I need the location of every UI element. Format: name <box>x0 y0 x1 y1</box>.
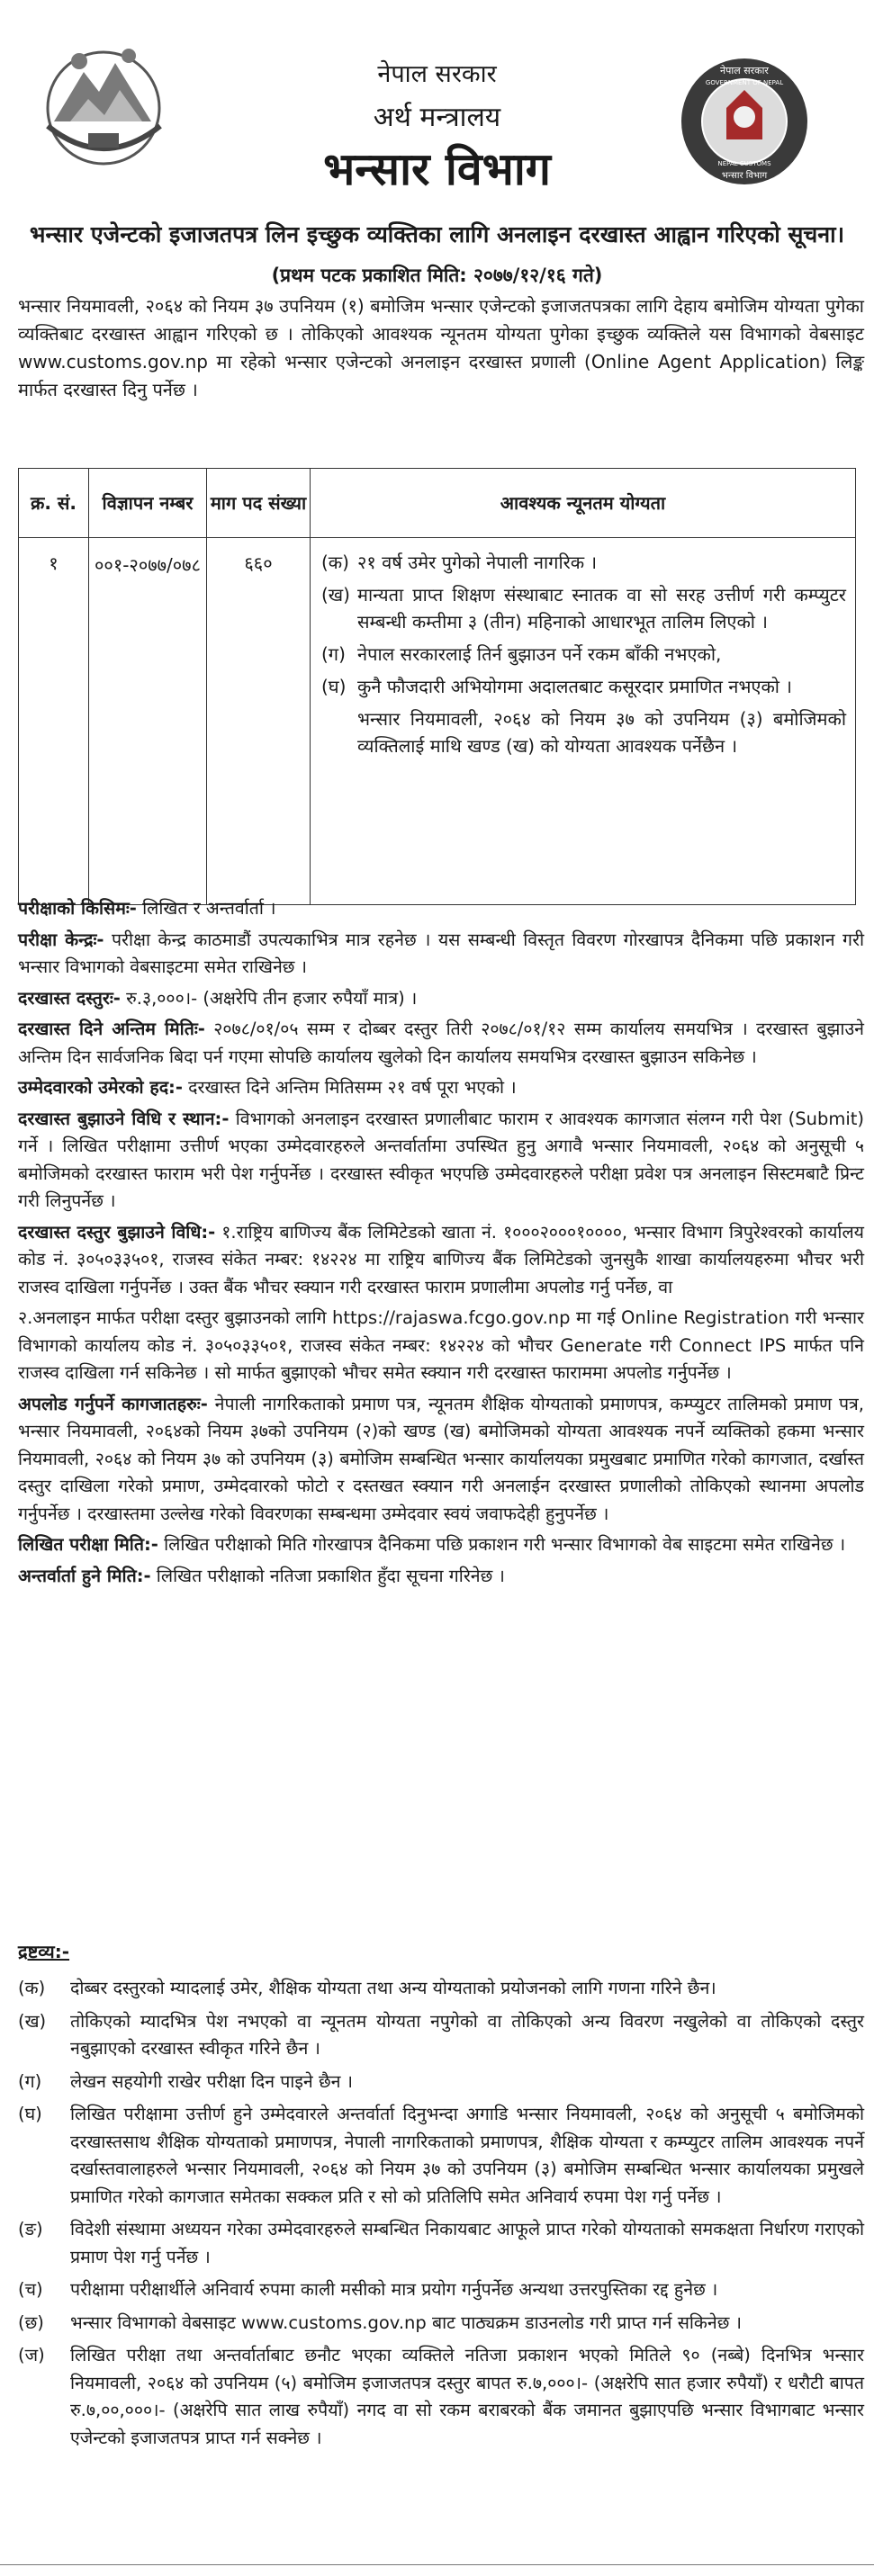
detail-text: रु.३,०००।- (अक्षरेपि तीन हजार रुपैयाँ मात्र) । <box>120 987 418 1009</box>
cell-qualifications <box>311 538 856 905</box>
qualification-text: नेपाल सरकारलाई तिर्न बुझाउन पर्ने रकम बाँकी नभएको, <box>357 643 722 665</box>
detail-label: लिखित परीक्षा मिति:- <box>18 1534 158 1555</box>
detail-exam-type <box>18 895 864 923</box>
logo-bottom-text: भन्सार विभाग <box>721 171 768 181</box>
department-title: भन्सार विभाग <box>323 143 551 195</box>
note-text: भन्सार विभागको वेबसाइट www.customs.gov.np बाट पाठ्यक्रम डाउनलोड गरी प्राप्त गर्न सकिनेछ । <box>70 2311 742 2333</box>
logo-top-text: नेपाल सरकार <box>720 65 769 76</box>
detail-age-limit <box>18 1074 864 1102</box>
header-posts: माग पद संख्या <box>207 469 311 538</box>
detail-text: लिखित परीक्षाको मिति गोरखापत्र दैनिकमा पछि प्रकाशन गरी भन्सार विभागको वेब साइटमा समेत राखिनेछ । <box>158 1534 846 1555</box>
detail-label: उम्मेदवारको उमेरको हद:- <box>18 1077 183 1098</box>
detail-payment-online <box>18 1305 864 1387</box>
qualification-text: मान्यता प्राप्त शिक्षण संस्थाबाट स्नातक वा सो सरह उत्तीर्ण गरी कम्प्युटर सम्बन्धी कम्तीमा ३ (तीन) महिनाको आधारभूत तालिम लिएको । <box>357 584 846 633</box>
list-item <box>18 2101 864 2211</box>
qualification-table <box>18 468 856 905</box>
detail-label: दरखास्त बुझाउने विधि र स्थान:- <box>18 1108 230 1129</box>
detail-submission <box>18 1106 864 1216</box>
qualification-key: (घ) <box>321 676 347 697</box>
note-key: (ङ) <box>18 2219 43 2239</box>
qualification-text: २१ वर्ष उमेर पुगेको नेपाली नागरिक । <box>357 552 598 573</box>
logo-en2-text: NEPAL CUSTOMS <box>717 160 771 167</box>
detail-fee <box>18 985 864 1013</box>
logo-en1-text: GOVERNMENT OF NEPAL <box>705 79 784 86</box>
detail-label: परीक्षाको किसिमः- <box>18 898 137 919</box>
detail-label: अन्तर्वार्ता हुने मिति:- <box>18 1565 151 1586</box>
note-key: (ज) <box>18 2345 45 2365</box>
header-sn: क्र. सं. <box>19 469 89 538</box>
bottom-divider <box>0 2564 874 2565</box>
detail-text: विभागको अनलाइन दरखास्त प्रणालीबाट फाराम र आवश्यक कागजात संलग्न गरी पेश (Submit) गर्ने । लिखित परीक्षामा उत्तीर्ण भएका उम्मेदवारहरुले अन्तर्वार्तामा उपस्थित हुनु अगावै भन्सार नियमावली, २०६४ को अनुसूची ५ बमोजिमको दरखास्त फाराम भरी पेश गर्नुपर्नेछ । दरखास्त स्वीकृत भएपछि उम्मेदवारहरुले परीक्षा प्रवेश पत्र अनलाइन सिस्टमबाटै प्रिन्ट गरी लिनुपर्नेछ । <box>18 1108 864 1211</box>
notes-heading: द्रष्टव्य:- <box>18 1941 70 1962</box>
list-item <box>18 2342 864 2452</box>
detail-text: परीक्षा केन्द्र काठमाडौं उपत्यकाभित्र मात्र रहनेछ । यस सम्बन्धी विस्तृत विवरण गोरखापत्र दैनिकमा पछि प्रकाशन गरी भन्सार विभागको वेबसाइटमा समेत राखिनेछ । <box>18 929 864 977</box>
cell-sn: १ <box>19 538 89 905</box>
qualification-item <box>321 549 846 576</box>
cell-posts: ६६० <box>207 538 311 905</box>
list-item <box>18 2310 864 2338</box>
note-text: परीक्षामा परीक्षार्थीले अनिवार्य रुपमा काली मसीको मात्र प्रयोग गर्नुपर्नेछ अन्यथा उत्तरपुस्तिका रद्द हुनेछ । <box>70 2279 718 2300</box>
qualification-text: कुनै फौजदारी अभियोगमा अदालतबाट कसूरदार प्रमाणित नभएको । <box>357 676 792 697</box>
detail-text: लिखित परीक्षाको नतिजा प्रकाशित हुँदा सूचना गरिनेछ । <box>150 1565 505 1586</box>
qualification-item <box>321 673 846 700</box>
detail-label: अपलोड गर्नुपर्ने कागजातहरुः- <box>18 1393 208 1414</box>
detail-text: १.राष्ट्रिय बाणिज्य बैंक लिमिटेडको खाता नं. १०००२०००१००००, भन्सार विभाग त्रिपुरेश्वरको कार्यालय कोड नं. ३०५०३३५०१, राजस्व संकेत नम्बर: १४२२४ मा राष्ट्रिय बाणिज्य बैंक लिमिटेडको जुनसुकै शाखा कार्यालयहरुमा भौचर भरी राजस्व दाखिला गर्नुपर्नेछ । उक्त बैंक भौचर स्क्यान गरी दरखास्त फाराम प्रणालीमा अपलोड गर्नु पर्नेछ, वा <box>18 1221 864 1297</box>
qualification-key: (क) <box>321 552 349 573</box>
detail-payment-method <box>18 1219 864 1302</box>
detail-label: दरखास्त दस्तुर बुझाउने विधि:- <box>18 1221 216 1243</box>
header-qualification: आवश्यक न्यूनतम योग्यता <box>311 469 856 538</box>
table-header-row <box>19 469 856 538</box>
detail-deadline <box>18 1016 864 1071</box>
qualification-key <box>321 705 357 759</box>
govt-name: नेपाल सरकार <box>377 60 497 88</box>
notes-list <box>18 1975 864 2457</box>
table-row <box>19 538 856 905</box>
note-key: (ख) <box>18 2010 47 2032</box>
detail-label: दरखास्त दिने अन्तिम मितिः- <box>18 1019 205 1039</box>
detail-text: नेपाली नागरिकताको प्रमाण पत्र, न्यूनतम शैक्षिक योग्यताको प्रमाणपत्र, कम्प्युटर तालिमको प्रमाण पत्र, भन्सार नियमावली, २०६४को नियम ३७को उपनियम (२)को खण्ड (ख) बमोजिमको योग्यता आवश्यक नपर्ने व्यक्तिको हकमा भन्सार नियमावली, २०६४ को नियम ३७ को उपनियम (३) बमोजिम सम्बन्धित भन्सार कार्यालयका प्रमुखबाट प्रमाणित गरेको कागजात, दर्खास्त दस्तुर दाखिला गरेको प्रमाण, उम्मेदवारको फोटो र दस्तखत स्क्यान गरी अनलाईन दरखास्त प्रणालीको तोकिएको स्थानमा अपलोड गर्नुपर्नेछ । दरखास्तमा उल्लेख गरेको विवरणका सम्बन्धमा उम्मेदवार स्वयं जवाफदेही हुनुपर्नेछ । <box>18 1393 864 1524</box>
list-item <box>18 2008 864 2063</box>
detail-documents <box>18 1391 864 1529</box>
detail-label: परीक्षा केन्द्रः- <box>18 929 104 950</box>
detail-text: २.अनलाइन मार्फत परीक्षा दस्तुर बुझाउनको लागि https://rajaswa.fcgo.gov.np मा गई Online Registration गरी भन्सार विभागको कार्यालय कोड नं. ३०५०३३५०१, राजस्व संकेत नम्बर: १४२२४ को भौचर Generate गरी Connect IPS मार्फत पनि राजस्व दाखिला गर्न सकिनेछ । सो मार्फत बुझाएको भौचर समेत स्क्यान गरी दरखास्त फाराममा अपलोड गर्नुपर्नेछ । <box>18 1307 864 1383</box>
detail-text: दरखास्त दिने अन्तिम मितिसम्म २१ वर्ष पूरा भएको । <box>182 1077 517 1098</box>
note-key: (छ) <box>18 2311 44 2333</box>
detail-label: दरखास्त दस्तुरः- <box>18 987 121 1009</box>
note-text: तोकिएको म्यादभित्र पेश नभएको वा न्यूनतम योग्यता नपुगेको वा तोकिएको अन्य विवरण नखुलेको वा तोकिएको दस्तुर नबुझाएको दरखास्त स्वीकृत गरिने छैन । <box>70 2010 864 2059</box>
cell-adv-no: ००१-२०७७/०७८ <box>89 538 207 905</box>
detail-written-exam-date <box>18 1531 864 1559</box>
publication-date: (प्रथम पटक प्रकाशित मिति: २०७७/१२/१६ गते) <box>271 265 603 286</box>
detail-exam-center <box>18 927 864 982</box>
note-text: दोब्बर दस्तुरको म्यादलाई उमेर, शैक्षिक योग्यता तथा अन्य योग्यताको प्रयोजनको लागि गणना गरिने छैन। <box>70 1978 716 1998</box>
intro-paragraph: भन्सार नियमावली, २०६४ को नियम ३७ उपनियम (१) बमोजिम भन्सार एजेन्टको इजाजतपत्रका लागि देहाय बमोजिम योग्यता पुगेका व्यक्तिबाट दरखास्त आह्वान गरिएको छ । तोकिएको आवश्यक न्यूनतम योग्यता पुगेका इच्छुक व्यक्तिले यस विभागको वेबसाइट www.customs.gov.np मा रहेको भन्सार एजेन्टको अनलाइन दरखास्त प्रणाली (Online Agent Application) लिङ्क मार्फत दरखास्त दिनु पर्नेछ । <box>18 295 864 400</box>
notice-title: भन्सार एजेन्टको इजाजतपत्र लिन इच्छुक व्यक्तिका लागि अनलाइन दरखास्त आह्वान गरिएको सूचना। <box>29 221 845 247</box>
detail-interview-date <box>18 1563 864 1591</box>
note-text: लिखित परीक्षामा उत्तीर्ण हुने उम्मेदवारले अन्तर्वार्ता दिनुभन्दा अगाडि भन्सार नियमावली, २०६४ को अनुसूची ५ बमोजिमको दरखास्तसाथ शैक्षिक योग्यताको प्रमाणपत्र, नेपाली नागरिकताको प्रमाणपत्र, शैक्षिक योग्यता र कम्प्युटर तालिम आवश्यक नपर्ने दर्खास्तवालाहरुले भन्सार नियमावली, २०६४ को नियम ३७ को उपनियम (३) बमोजिम सम्बन्धित भन्सार कार्यालयका प्रमुखले प्रमाणित गरेको कागजात समेतका सक्कल प्रति र सो को प्रतिलिपि समेत अनिवार्य रुपमा पेश गर्नु पर्नेछ । <box>70 2104 864 2207</box>
note-key: (ग) <box>18 2070 42 2092</box>
list-item <box>18 2216 864 2271</box>
note-text: लिखित परीक्षा तथा अन्तर्वार्ताबाट छनौट भएका व्यक्तिले नतिजा प्रकाशन भएको मितिले ९० (नब्बे) दिनभित्र भन्सार नियमावली, २०६४ को उपनियम (५) बमोजिम इजाजतपत्र दस्तुर बापत रु.७,०००।- (अक्षरेपि सात हजार रुपैयाँ) र धरौटी बापत रु.७,००,०००।- (अक्षरेपि सात लाख रुपैयाँ) नगद वा सो रकम बराबरको बैंक जमानत बुझाएपछि भन्सार विभागबाट भन्सार एजेन्टको इजाजतपत्र प्राप्त गर्न सक्नेछ । <box>70 2345 864 2448</box>
qualification-item <box>321 581 846 635</box>
note-text: विदेशी संस्थामा अध्ययन गरेका उम्मेदवारहरुले सम्बन्धित निकायबाट आफूले प्राप्त गरेको योग्यताको समकक्षता निर्धारण गराएको प्रमाण पेश गर्नु पर्नेछ । <box>70 2219 864 2267</box>
list-item <box>18 1975 864 2003</box>
header-adv-no: विज्ञापन नम्बर <box>89 469 207 538</box>
customs-logo-icon <box>677 54 812 189</box>
note-text: लेखन सहयोगी राखेर परीक्षा दिन पाइने छैन । <box>70 2070 354 2092</box>
details-section <box>18 895 864 1593</box>
qualification-text: भन्सार नियमावली, २०६४ को नियम ३७ को उपनियम (३) बमोजिमको व्यक्तिलाई माथि खण्ड (ख) को योग्यता आवश्यक पर्नेछैन । <box>357 708 846 757</box>
note-key: (क) <box>18 1978 46 1998</box>
qualification-key: (ख) <box>321 584 350 606</box>
note-key: (घ) <box>18 2104 42 2124</box>
detail-text: २०७८/०१/०५ सम्म र दोब्बर दस्तुर तिरी २०७८/०१/१२ सम्म कार्यालय समयभित्र । दरखास्त बुझाउने अन्तिम दिन सार्वजनिक बिदा पर्न गएमा सोपछि कार्यालय खुलेको दिन कार्यालय समयभित्र दरखास्त बुझाउन सकिनेछ । <box>18 1019 864 1067</box>
list-item <box>18 2276 864 2304</box>
note-key: (च) <box>18 2279 43 2300</box>
qualification-item <box>321 641 846 668</box>
qualification-item <box>321 705 846 759</box>
header <box>0 0 874 195</box>
list-item <box>18 2069 864 2096</box>
ministry-name: अर्थ मन्त्रालय <box>373 102 501 133</box>
detail-text: लिखित र अन्तर्वार्ता । <box>136 898 276 919</box>
qualification-key: (ग) <box>321 643 346 665</box>
